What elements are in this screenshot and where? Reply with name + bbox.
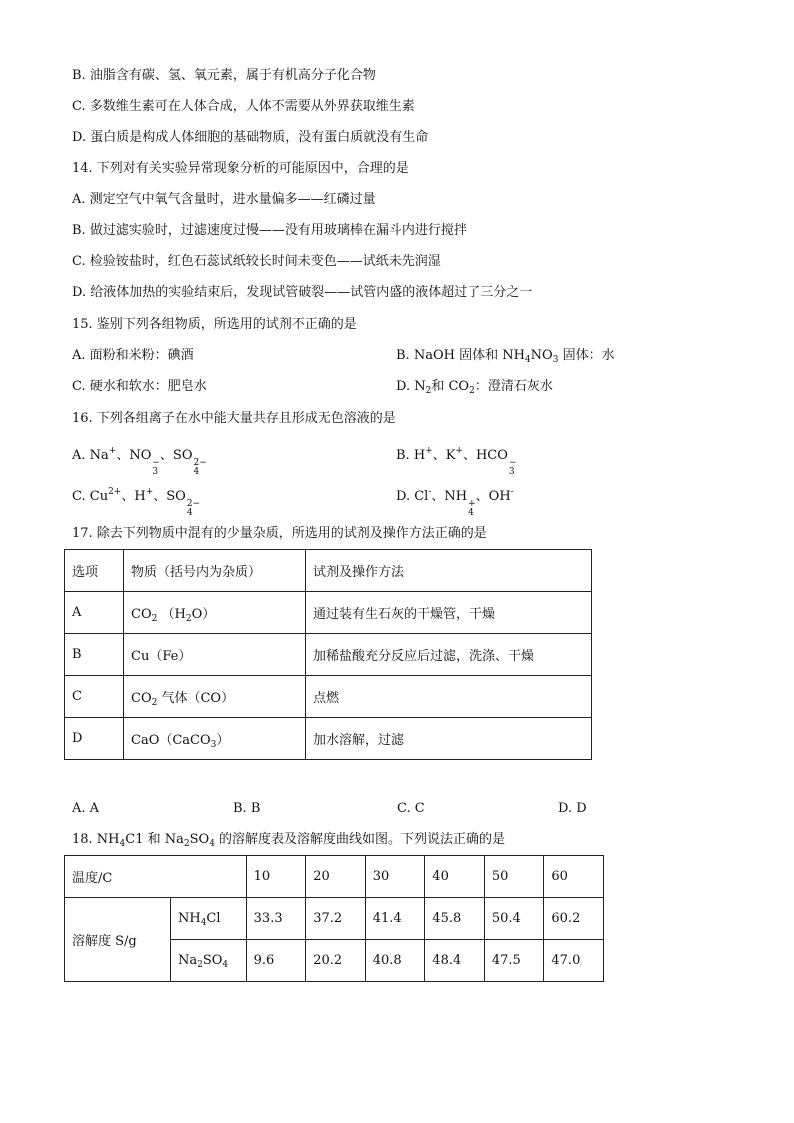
substance-cell: Cu（Fe）	[124, 634, 306, 676]
method-cell: 通过装有生石灰的干燥管，干燥	[306, 592, 592, 634]
q15-option-c: C. 硬水和软水：肥皂水	[72, 379, 207, 394]
option-cell: B	[65, 634, 124, 676]
table-row	[65, 634, 592, 676]
value-cell: 20.2	[306, 940, 366, 982]
q18-stem: 18. $NH_4C1$ 和 $Na_2SO_4$ 的溶解度表及溶解度曲线如图。下列说法正确的是	[72, 832, 506, 849]
temperature-label: 温度/C	[65, 856, 247, 898]
q17-answer-c: C. C	[397, 801, 425, 816]
q17-table	[64, 549, 592, 760]
q14-stem: 14. 下列对有关实验异常现象分析的可能原因中，合理的是	[72, 161, 409, 176]
table-row	[65, 592, 592, 634]
q17-stem: 17. 除去下列物质中混有的少量杂质，所选用的试剂及操作方法正确的是	[72, 526, 487, 541]
table-header-row	[65, 550, 592, 592]
value-cell: 40.8	[365, 940, 425, 982]
q17-answer-b: B. B	[233, 801, 261, 816]
temp-cell: 20	[306, 856, 366, 898]
q14-option-a: A. 测定空气中氧气含量时，进水量偏多——红磷过量	[72, 192, 376, 207]
value-cell: 9.6	[246, 940, 306, 982]
q16-option-a: A. Na+、NO − 3 、SO 2− 4	[72, 446, 207, 477]
value-cell: 48.4	[425, 940, 485, 982]
solubility-label: 溶解度 S/g	[65, 898, 171, 982]
value-cell: 33.3	[246, 898, 306, 940]
value-cell: 50.4	[484, 898, 544, 940]
method-cell: 加稀盐酸充分反应后过滤，洗涤、干燥	[306, 634, 592, 676]
value-cell: 60.2	[544, 898, 604, 940]
value-cell: 47.5	[484, 940, 544, 982]
table-row	[65, 856, 604, 898]
q13-option-b: B. 油脂含有碳、氢、氧元素，属于有机高分子化合物	[72, 68, 376, 83]
table-header-cell: 物质（括号内为杂质）	[124, 550, 306, 592]
q13-option-d: D. 蛋白质是构成人体细胞的基础物质，没有蛋白质就没有生命	[72, 130, 429, 145]
q17-answer-d: D. D	[558, 801, 587, 816]
substance-cell: $CO_2$ $(H_2O)$	[124, 592, 306, 634]
na2so4-label: $Na_2SO_4$	[170, 940, 246, 982]
temp-cell: 30	[365, 856, 425, 898]
q15-option-b: B. NaOH 固体和 $NH_4NO_3$ 固体：水	[396, 348, 615, 365]
table-row	[65, 898, 604, 940]
table-header-cell: 选项	[65, 550, 124, 592]
method-cell: 加水溶解，过滤	[306, 718, 592, 760]
option-cell: C	[65, 676, 124, 718]
q16-option-d: D. Cl-、NH + 4 、OH-	[396, 487, 514, 518]
q15-stem: 15. 鉴别下列各组物质，所选用的试剂不正确的是	[72, 317, 357, 332]
q15-option-a: A. 面粉和米粉：碘酒	[72, 348, 194, 363]
q16-option-c: C. $Cu^{2+}$、H+、SO 2− 4	[72, 487, 201, 518]
table-row	[65, 676, 592, 718]
q14-option-c: C. 检验铵盐时，红色石蕊试纸较长时间未变色——试纸未先润湿	[72, 254, 441, 269]
solubility-table	[64, 855, 604, 982]
option-cell: D	[65, 718, 124, 760]
option-cell: A	[65, 592, 124, 634]
method-cell: 点燃	[306, 676, 592, 718]
table-row	[65, 718, 592, 760]
q16-stem: 16. 下列各组离子在水中能大量共存且形成无色溶液的是	[72, 411, 396, 426]
table-header-cell: 试剂及操作方法	[306, 550, 592, 592]
nh4cl-label: $NH_4Cl$	[170, 898, 246, 940]
q14-option-d: D. 给液体加热的实验结束后，发现试管破裂——试管内盛的液体超过了三分之一	[72, 285, 533, 300]
value-cell: 47.0	[544, 940, 604, 982]
q13-option-c: C. 多数维生素可在人体合成，人体不需要从外界获取维生素	[72, 99, 415, 114]
q17-answer-a: A. A	[72, 801, 100, 816]
value-cell: 37.2	[306, 898, 366, 940]
temp-cell: 50	[484, 856, 544, 898]
q14-option-b: B. 做过滤实验时，过滤速度过慢——没有用玻璃棒在漏斗内进行搅拌	[72, 223, 467, 238]
value-cell: 41.4	[365, 898, 425, 940]
temp-cell: 60	[544, 856, 604, 898]
q16-option-b: B. H+、K+、HCO − 3	[396, 446, 517, 477]
substance-cell: $CO_2$ 气体（CO）	[124, 676, 306, 718]
temp-cell: 10	[246, 856, 306, 898]
q15-option-d: D. $N_2$和 $CO_2$：澄清石灰水	[396, 379, 553, 396]
temp-cell: 40	[425, 856, 485, 898]
value-cell: 45.8	[425, 898, 485, 940]
substance-cell: CaO（CaCO$_3$）	[124, 718, 306, 760]
